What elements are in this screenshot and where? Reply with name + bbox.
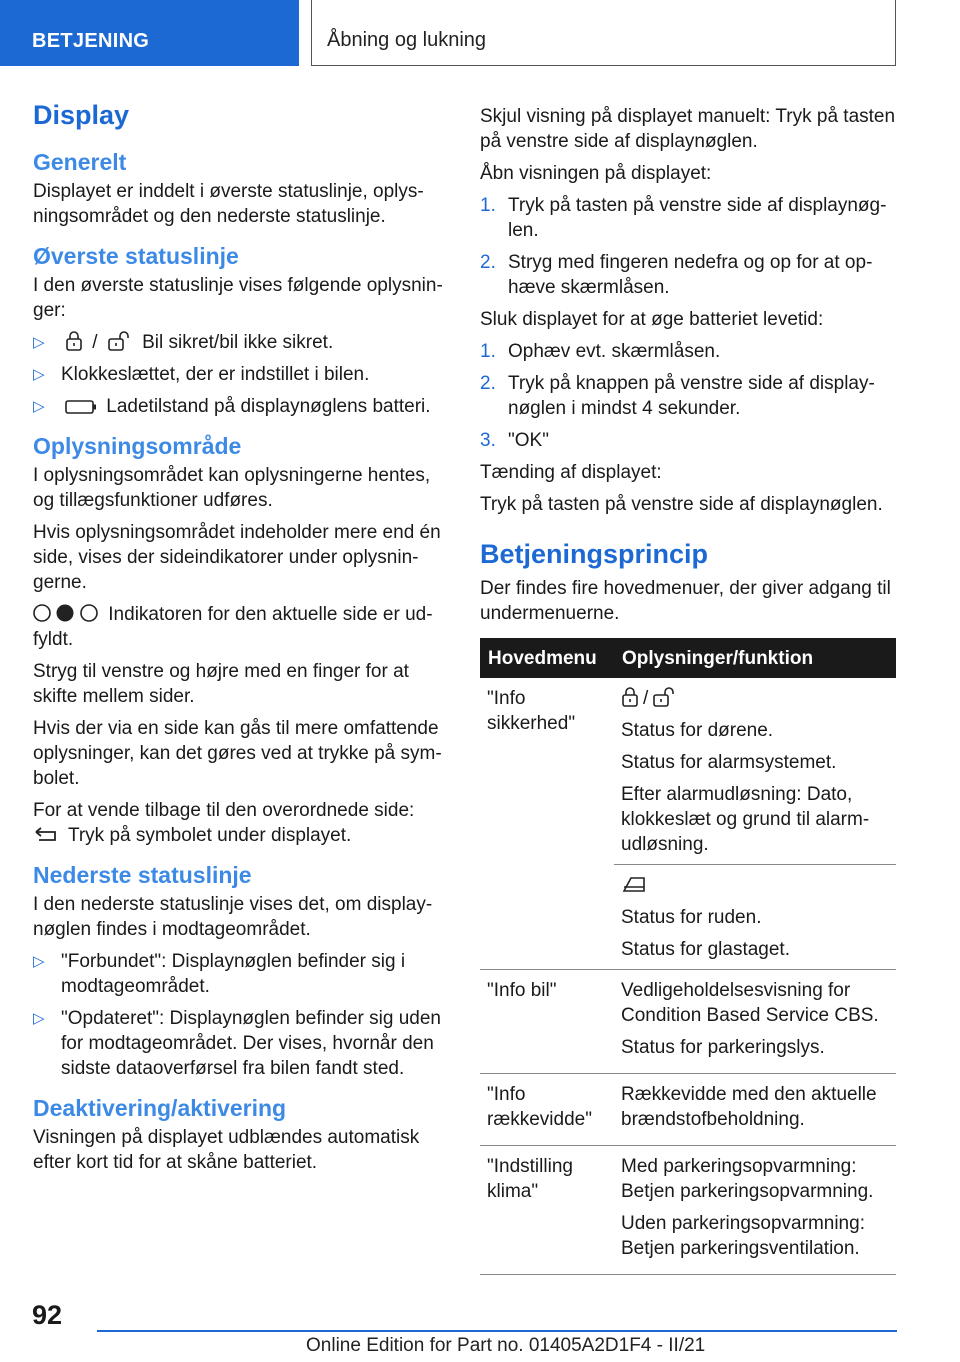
paragraph: Hvis der via en side kan gås til mere omfattende oplysninger, kan det gøres ved at trykke på symbolet. xyxy=(33,718,442,789)
table-cell-info: Med parkeringsopvarmning: Betjen parkeringsopvarmning. Uden parkeringsopvarmning: Betjen parkeringsventilation. xyxy=(614,1146,896,1275)
paragraph: I den nederste statuslinje vises det, om displaynøglen findes i modtageområdet. xyxy=(33,894,433,940)
left-column xyxy=(33,100,449,1182)
triangle-bullet-icon: ▷ xyxy=(33,334,45,351)
list-item xyxy=(33,330,449,355)
page-number: 92 xyxy=(32,1300,63,1330)
page-indicator-icon xyxy=(33,603,99,623)
table-cell-info: Rækkevidde med den aktuelle brændstofbeholdning. xyxy=(614,1074,896,1146)
step-item: 2. Tryk på knappen på venstre side af displaynøglen i mindst 4 sekunder. xyxy=(480,373,875,419)
lock-closed-icon xyxy=(65,331,83,351)
heading-generelt: Generelt xyxy=(33,149,127,175)
heading-oplysningsomraade: Oplysningsområde xyxy=(33,433,242,459)
back-arrow-icon xyxy=(33,826,59,844)
heading-deaktivering: Deaktivering/aktivering xyxy=(33,1095,287,1121)
table-cell-info: / Status for dørene. Status for alarmsystemet. Efter alarmudløsning: Dato, klokkeslæt og grund til alarmudløsning. Status for ruden. Status for glastaget. xyxy=(614,678,896,970)
heading-display: Display xyxy=(33,100,130,130)
paragraph: I den øverste statuslinje vises følgende oplysninger: xyxy=(33,275,443,321)
footer-divider xyxy=(97,1330,897,1332)
separator: / xyxy=(643,688,649,709)
paragraph: Der findes fire hovedmenuer, der giver adgang til undermenuerne. xyxy=(480,578,891,624)
paragraph: Åbn visningen på displayet: xyxy=(480,163,712,184)
table-row xyxy=(480,1146,896,1275)
heading-oeverste-statuslinje: Øverste statuslinje xyxy=(33,243,239,269)
heading-betjeningsprincip: Betjeningsprincip xyxy=(480,539,709,569)
table-row xyxy=(480,678,896,970)
step-item: 1. Ophæv evt. skærmlåsen. xyxy=(480,341,721,362)
table-cell-menu: "Indstilling klima" xyxy=(480,1146,614,1275)
footer-edition: Online Edition for Part no. 01405A2D1F4 - II/21 xyxy=(306,1335,706,1356)
header-title: Åbning og lukning xyxy=(311,0,896,66)
table-cell-menu: "Info rækkevidde" xyxy=(480,1074,614,1146)
paragraph: I oplysningsområdet kan oplysningerne hentes, og tillægsfunktioner udføres. xyxy=(33,465,431,511)
list-item xyxy=(33,362,449,387)
list-item xyxy=(33,1006,449,1081)
bullet-text: Bil sikret/bil ikke sikret. xyxy=(142,332,334,353)
table-row xyxy=(480,1074,896,1146)
table-cell-info: Vedligeholdelsesvisning for Condition Based Service CBS. Status for parkeringslys. xyxy=(614,970,896,1074)
table-cell-menu: "Info sikkerhed" xyxy=(480,678,614,970)
separator: / xyxy=(92,332,98,353)
paragraph: For at vende tilbage til den overordnede side: Tryk på symbolet under displayet. xyxy=(33,800,415,846)
triangle-bullet-icon: ▷ xyxy=(33,366,45,383)
paragraph: Visningen på displayet udblændes automatisk efter kort tid for at skåne batteriet. xyxy=(33,1127,420,1173)
list-item xyxy=(33,949,449,999)
table-row xyxy=(480,970,896,1074)
lock-closed-icon xyxy=(621,687,639,707)
triangle-bullet-icon: ▷ xyxy=(33,398,45,415)
triangle-bullet-icon: ▷ xyxy=(33,1010,45,1027)
battery-icon xyxy=(65,399,97,415)
paragraph: Stryg til venstre og højre med en finger for at skifte mellem sider. xyxy=(33,661,409,707)
header-section-tab: BETJENING xyxy=(0,0,299,66)
triangle-bullet-icon: ▷ xyxy=(33,953,45,970)
menu-table xyxy=(480,638,896,1275)
step-item: 1. Tryk på tasten på venstre side af displaynøglen. xyxy=(480,195,887,241)
list-item xyxy=(33,394,449,419)
right-column xyxy=(480,104,896,1275)
table-cell-menu: "Info bil" xyxy=(480,970,614,1074)
paragraph: Displayet er inddelt i øverste statuslinje, oplysningsområdet og den nederste statuslinje. xyxy=(33,181,424,227)
table-header-hovedmenu: Hovedmenu xyxy=(480,638,614,678)
bullet-text: "Forbundet": Displaynøglen befinder sig i modtageområdet. xyxy=(61,951,406,997)
bullet-text: Klokkeslættet, der er indstillet i bilen. xyxy=(61,364,370,385)
paragraph: Sluk displayet for at øge batteriet levetid: xyxy=(480,309,824,330)
table-header-oplysninger: Oplysninger/funktion xyxy=(614,638,896,678)
step-item: 2. Stryg med fingeren nedefra og op for at ophæve skærmlåsen. xyxy=(480,252,873,298)
window-icon xyxy=(621,874,647,894)
paragraph: Skjul visning på displayet manuelt: Tryk på tasten på venstre side af displaynøglen. xyxy=(480,106,896,152)
paragraph: Tænding af displayet: xyxy=(480,462,662,483)
bullet-text: "Opdateret": Displaynøglen befinder sig uden for modtageområdet. Der vises, hvornår den sidste dataoverførsel fra bilen fandt sted. xyxy=(61,1008,441,1079)
lock-open-icon xyxy=(107,331,133,351)
bullet-text: Ladetilstand på displaynøglens batteri. xyxy=(106,396,431,417)
heading-nederste-statuslinje: Nederste statuslinje xyxy=(33,862,252,888)
paragraph: Tryk på tasten på venstre side af displaynøglen. xyxy=(480,494,883,515)
paragraph: Indikatoren for den aktuelle side er udfyldt. xyxy=(33,604,433,650)
step-item: 3. "OK" xyxy=(480,430,549,451)
paragraph: Hvis oplysningsområdet indeholder mere end én side, vises der sideindikatorer under oplysningerne. xyxy=(33,522,441,593)
lock-open-icon xyxy=(652,687,678,707)
